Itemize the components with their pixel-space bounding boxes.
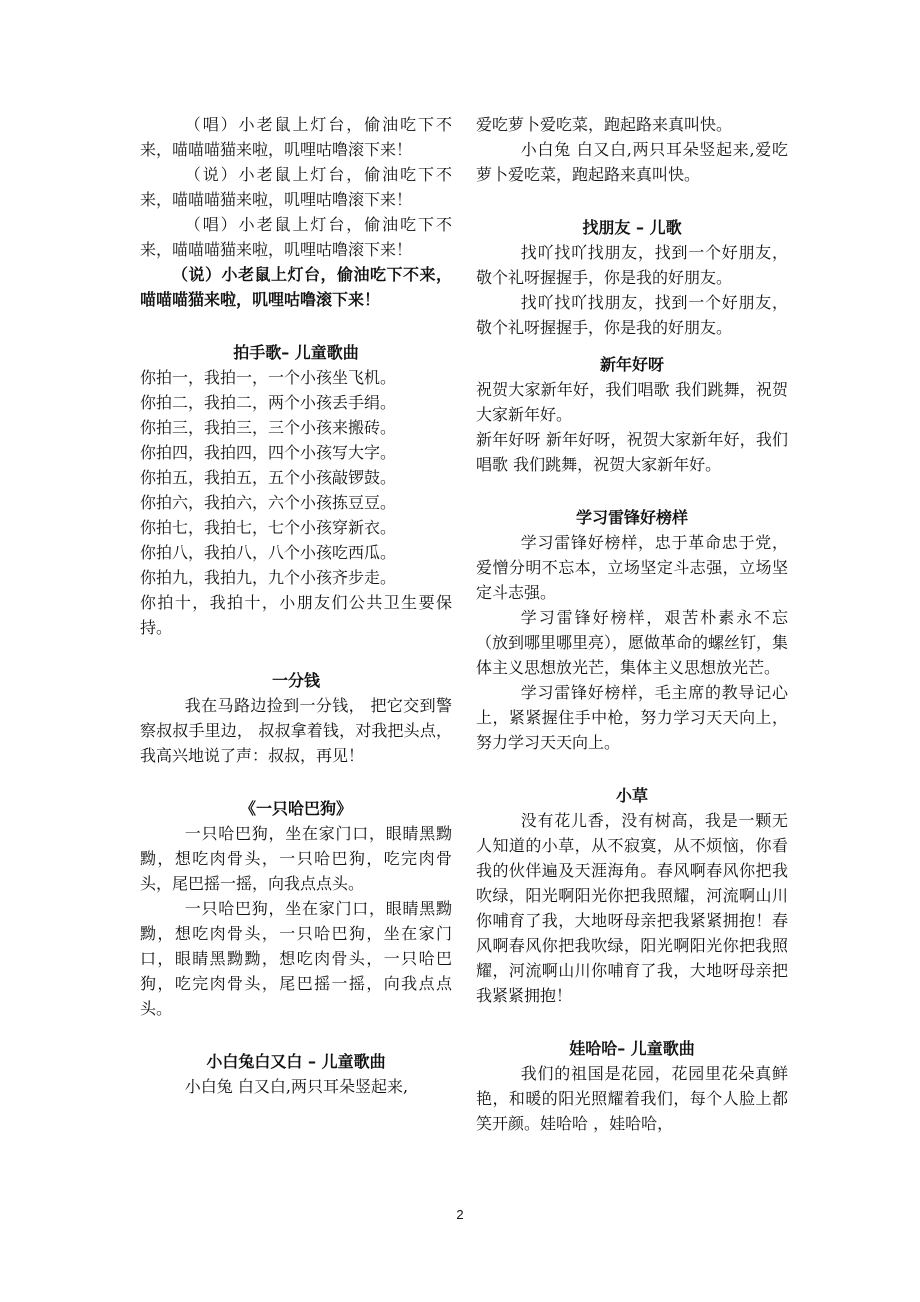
newyear-verse-2: 新年好呀 新年好呀，祝贺大家新年好，我们唱歌 我们跳舞，祝贺大家新年好。 <box>476 430 788 474</box>
pug-verse-2: 一只哈巴狗，坐在家门口，眼睛黑黝黝，想吃肉骨头，一只哈巴狗，坐在家门口，眼睛黑黝黝，想吃肉骨头，一只哈巴狗，吃完肉骨头，尾巴摇一摇，向我点点头。 <box>140 899 452 1018</box>
clap-line: 你拍七，我拍七，七个小孩穿新衣。 <box>140 518 397 537</box>
rabbit-verse-start: 小白兔 白又白,两只耳朵竖起来, <box>184 1077 409 1096</box>
clap-line: 你拍二，我拍二，两个小孩丢手绢。 <box>140 393 397 412</box>
rabbit-song-title: 小白兔白又白 – 儿童歌曲 <box>206 1052 386 1071</box>
newyear-verse-1: 祝贺大家新年好，我们唱歌 我们跳舞，祝贺大家新年好。 <box>476 380 788 424</box>
friend-song-title: 找朋友 – 儿歌 <box>582 218 682 237</box>
clap-line: 你拍四，我拍四，四个小孩写大字。 <box>140 443 397 462</box>
pug-verse-1: 一只哈巴狗，坐在家门口，眼睛黑黝黝，想吃肉骨头，一只哈巴狗，吃完肉骨头，尾巴摇一摇，向我点点头。 <box>140 824 452 893</box>
leifeng-verse-1: 学习雷锋好榜样，忠于革命忠于党，爱憎分明不忘本，立场坚定斗志强，立场坚定斗志强。 <box>476 533 788 602</box>
wahaha-song-title: 娃哈哈– 儿童歌曲 <box>569 1039 695 1058</box>
friend-verse-1: 找吖找吖找朋友，找到一个好朋友，敬个礼呀握握手，你是我的好朋友。 <box>476 243 788 287</box>
left-column <box>140 112 452 1099</box>
wahaha-text: 我们的祖国是花园，花园里花朵真鲜艳，和暖的阳光照耀着我们，每个人脸上都笑开颜。娃哈哈 ，娃哈哈， <box>476 1064 788 1133</box>
mouse-verse-1: （唱）小老鼠上灯台，偷油吃下不来，喵喵喵猫来啦，叽哩咕噜滚下来！ <box>140 115 452 159</box>
clap-line: 你拍一，我拍一，一个小孩坐飞机。 <box>140 368 397 387</box>
clap-line: 你拍五，我拍五，五个小孩敲锣鼓。 <box>140 468 397 487</box>
rabbit-verse-end: 爱吃萝卜爱吃菜，跑起路来真叫快。 <box>476 115 733 134</box>
mouse-verse-2: （说）小老鼠上灯台，偷油吃下不来，喵喵喵猫来啦，叽哩咕噜滚下来！ <box>140 165 452 209</box>
leifeng-verse-2: 学习雷锋好榜样，艰苦朴素永不忘（放到哪里哪里亮），愿做革命的螺丝钉，集体主义思想放光芒，集体主义思想放光芒。 <box>476 608 789 677</box>
page-number: 2 <box>456 1207 464 1222</box>
clap-line: 你拍三，我拍三，三个小孩来搬砖。 <box>140 418 397 437</box>
clap-song-title: 拍手歌– 儿童歌曲 <box>233 343 359 362</box>
clap-line: 你拍八，我拍八，八个小孩吃西瓜。 <box>140 543 397 562</box>
grass-text: 没有花儿香，没有树高，我是一颗无人知道的小草，从不寂寞，从不烦恼，你看我的伙伴遍及天涯海角。春风啊春风你把我吹绿，阳光啊阳光你把我照耀，河流啊山川你哺育了我，大地呀母亲把我紧紧拥抱！春风啊春风你把我吹绿，阳光啊阳光你把我照耀，河流啊山川你哺育了我，大地呀母亲把我紧紧拥抱！ <box>476 811 788 1005</box>
mouse-verse-4: （说）小老鼠上灯台，偷油吃下不来，喵喵喵猫来啦，叽哩咕噜滚下来！ <box>140 265 452 309</box>
clap-line: 你拍十，我拍十，小朋友们公共卫生要保持。 <box>140 593 452 637</box>
newyear-song-title: 新年好呀 <box>599 355 664 374</box>
leifeng-song-title: 学习雷锋好榜样 <box>575 508 688 527</box>
mouse-verse-3: （唱）小老鼠上灯台，偷油吃下不来，喵喵喵猫来啦，叽哩咕噜滚下来！ <box>140 215 452 259</box>
pug-song-title: 《一只哈巴狗》 <box>239 799 352 818</box>
leifeng-verse-3: 学习雷锋好榜样，毛主席的教导记心上，紧紧握住手中枪，努力学习天天向上，努力学习天天向上。 <box>476 683 788 752</box>
penny-song-title: 一分钱 <box>271 671 320 690</box>
rabbit-verse-2: 小白兔 白又白,两只耳朵竖起来,爱吃萝卜爱吃菜，跑起路来真叫快。 <box>476 140 788 184</box>
clap-line: 你拍九，我拍九，九个小孩齐步走。 <box>140 568 397 587</box>
clap-line: 你拍六，我拍六，六个小孩拣豆豆。 <box>140 493 397 512</box>
penny-text: 我在马路边捡到一分钱， 把它交到警察叔叔手里边， 叔叔拿着钱，对我把头点，我高兴地说了声：叔叔，再见！ <box>140 696 452 765</box>
friend-verse-2: 找吖找吖找朋友，找到一个好朋友，敬个礼呀握握手，你是我的好朋友。 <box>476 293 788 337</box>
grass-song-title: 小草 <box>615 786 648 805</box>
right-column <box>476 112 788 1136</box>
